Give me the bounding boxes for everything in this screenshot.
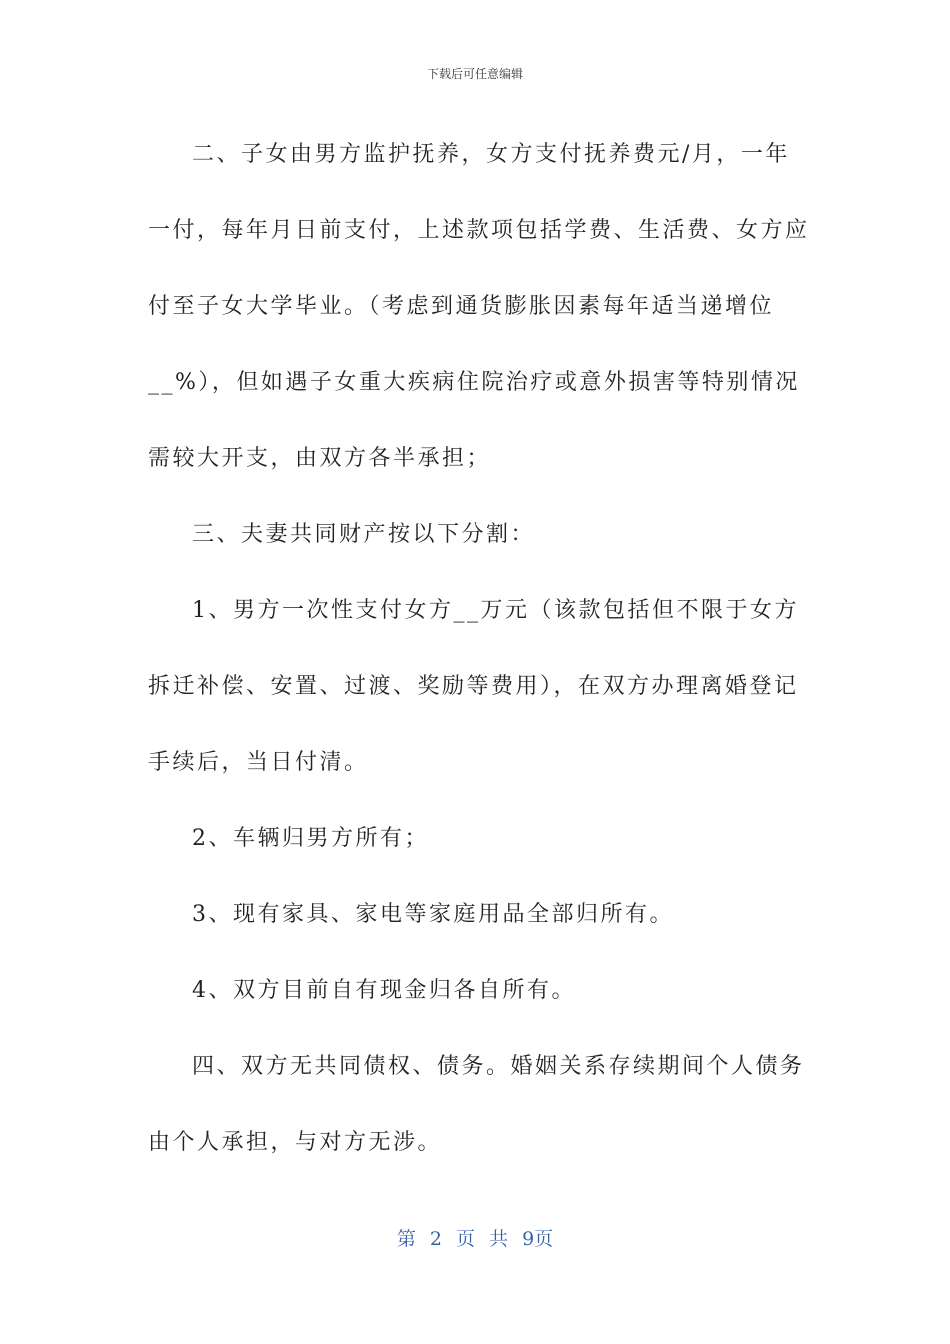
paragraph-cash: 4、双方目前自有现金归各自所有。 bbox=[192, 978, 576, 1003]
paragraph-vehicle: 2、车辆归男方所有； bbox=[192, 826, 429, 851]
page-header-note: 下载后可任意编辑 bbox=[426, 67, 523, 81]
paragraph-property-division: 三、夫妻共同财产按以下分割： bbox=[192, 522, 536, 547]
paragraph-child-custody: 二、子女由男方监护抚养，女方支付抚养费元/月，一年一付，每年月日前支付，上述款项包括学费、生活费、女方应付至子女大学毕业。（考虑到通货膨胀因素每年适当递增位__%），但如遇子女重大疾病住院治疗或意外损害等特别情况需较大开支，由双方各半承担； bbox=[148, 142, 810, 471]
paragraph-furniture: 3、现有家具、家电等家庭用品全部归所有。 bbox=[192, 902, 674, 927]
document-body bbox=[148, 117, 812, 1181]
paragraph-lump-sum-payment: 1、男方一次性支付女方__万元（该款包括但不限于女方拆迁补偿、安置、过渡、奖励等费用），在双方办理离婚登记手续后，当日付清。 bbox=[148, 598, 799, 775]
paragraph-debts: 四、双方无共同债权、债务。婚姻关系存续期间个人债务由个人承担，与对方无涉。 bbox=[148, 1054, 805, 1155]
page-number: 第 2 页 共 9页 bbox=[396, 1228, 554, 1250]
